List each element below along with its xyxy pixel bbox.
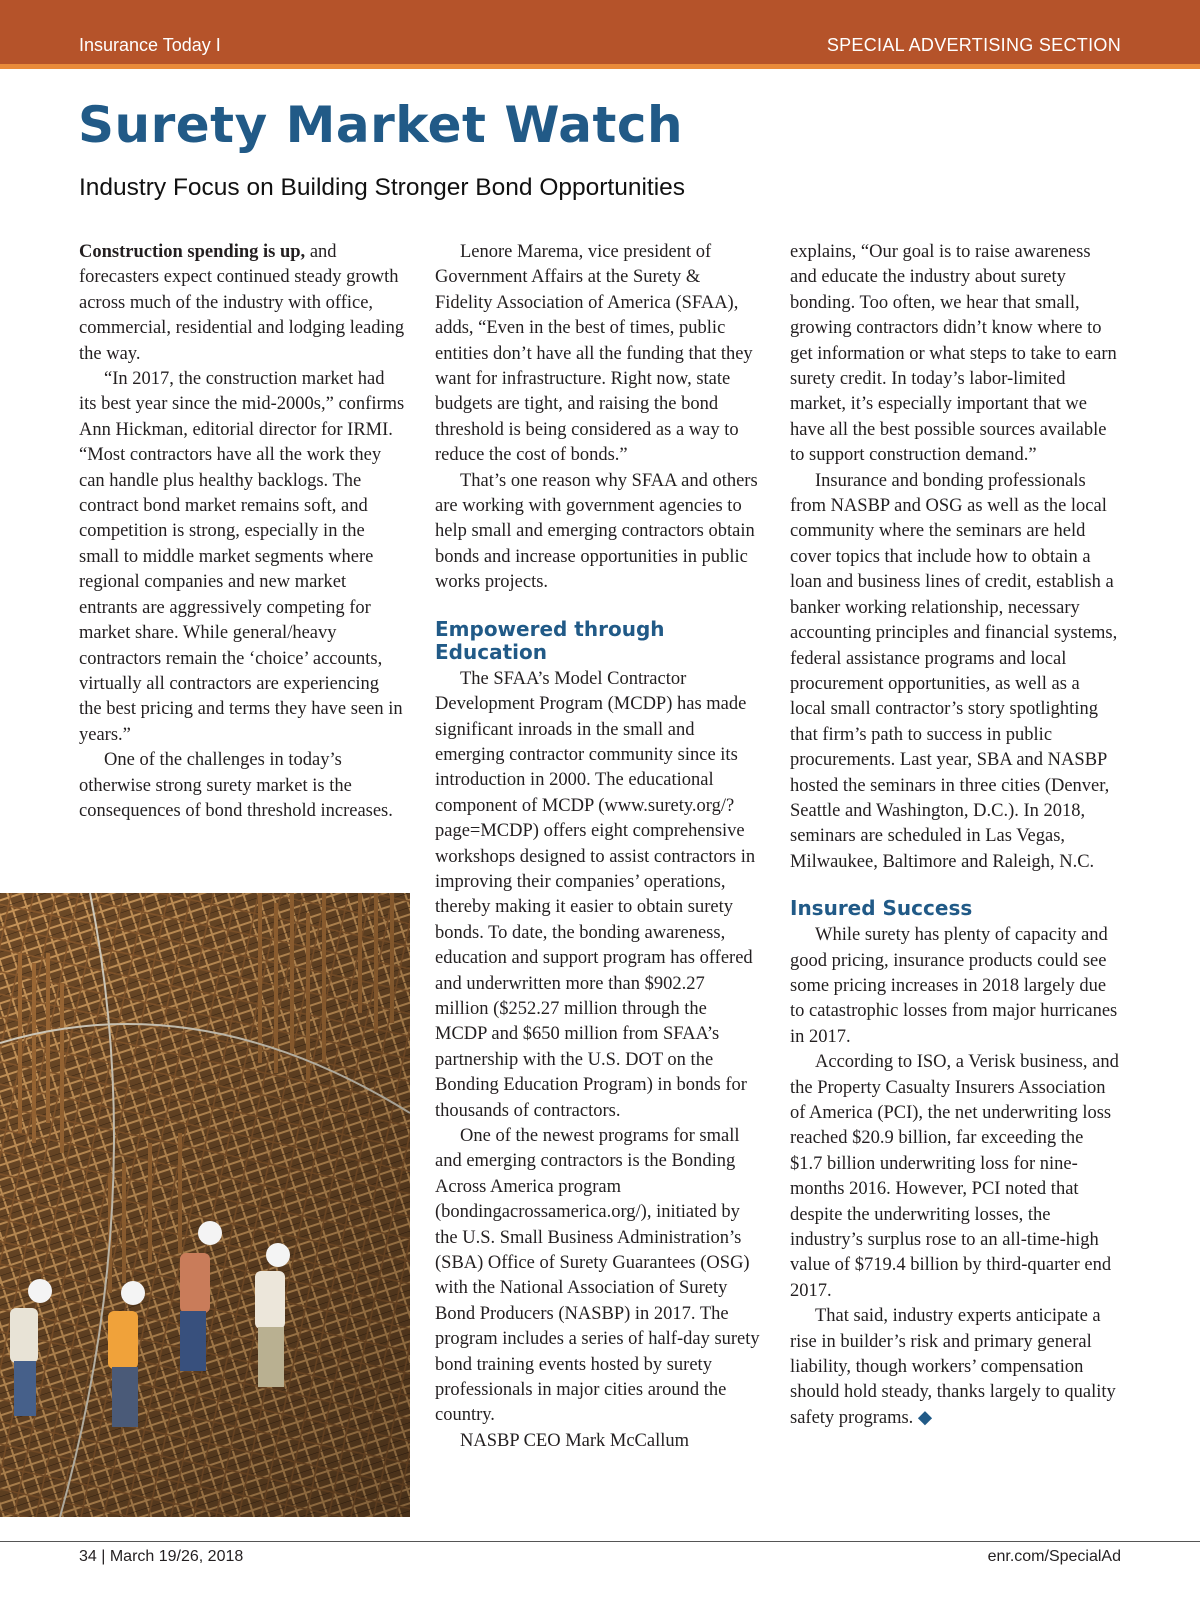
article-subtitle: Industry Focus on Building Stronger Bond Opportunities — [79, 174, 686, 201]
paragraph-text: That said, industry experts anticipate a rise in builder’s risk and primary general liability, though workers’ compensation should hold steady, thanks largely to quality safety programs. — [790, 1306, 1116, 1428]
paragraph: The SFAA’s Model Contractor Development Program (MCDP) has made significant inroads in the small and emerging contractor community since its introduction in 2000. The educational component of MCDP (www.surety.org/?page=MCDP) offers eight comprehensive workshops designed to assist contractors in improving their companies’ operations, thereby making it easier to obtain surety bonds. To date, the bonding awareness, education and support program has offered and underwritten more than $902.27 million ($252.27 million through the MCDP and $650 million from SFAA’s partnership with the U.S. DOT on the Bonding Education Program) in bonds for thousands of contractors. — [435, 668, 756, 1121]
paragraph: That’s one reason why SFAA and others are working with government agencies to help small and emerging contractors obtain bonds and increase opportunities in public works projects. — [435, 470, 758, 593]
publication-name: Insurance Today I — [79, 35, 221, 55]
footer-rule — [0, 1541, 1200, 1542]
paragraph: explains, “Our goal is to raise awareness and educate the industry about surety bonding. Too often, we hear that small, growing contractors didn’t know where to get information or what steps to take to earn surety credit. In today’s labor-limited market, it’s especially important that we have all the best possible sources available to support construction demand.” — [790, 242, 1117, 466]
photo-shade — [0, 893, 410, 1517]
header-accent-line — [0, 64, 1200, 69]
paragraph: “In 2017, the construction market had its best year since the mid-2000s,” confirms Ann Hickman, editorial director for IRMI. “Most contractors have all the work they can handle plus healthy backlogs. The contract bond market remains soft, and competition is strong, especially in the small to middle market segments where regional companies and new market entrants are aggressively competing for market share. While general/heavy contractors remain the ‘choice’ accounts, virtually all contractors are experiencing the best pricing and terms they have seen in years.” — [79, 369, 405, 745]
column-1 — [79, 240, 405, 824]
construction-photo — [0, 893, 410, 1517]
paragraph: One of the challenges in today’s otherwise strong surety market is the consequences of bond threshold increases. — [79, 750, 393, 821]
column-2 — [435, 240, 761, 1454]
paragraph: NASBP CEO Mark McCallum — [460, 1430, 690, 1451]
column-3 — [790, 240, 1120, 1431]
paragraph: While surety has plenty of capacity and good pricing, insurance products could see some pricing increases in 2018 largely due to catastrophic losses from major hurricanes in 2017. — [790, 925, 1118, 1047]
paragraph: Lenore Marema, vice president of Government Affairs at the Surety & Fidelity Association of America (SFAA), adds, “Even in the best of times, public entities don’t have all the funding that they want for infrastructure. Right now, state budgets are tight, and raising the bond threshold is being considered as a way to reduce the cost of bonds.” — [435, 242, 753, 466]
end-mark-icon: ◆ — [917, 1407, 933, 1428]
section-label: SPECIAL ADVERTISING SECTION — [826, 35, 1121, 55]
paragraph — [79, 240, 405, 367]
paragraph: One of the newest programs for small and emerging contractors is the Bonding Across America program (bondingacrossamerica.org/), initiated by the U.S. Small Business Administration’s (SBA) Office of Surety Guarantees (OSG) with the National Association of Surety Bond Producers (NASBP) in 2017. The program includes a series of half-day surety bond training events hosted by surety professionals in major cities around the country. — [435, 1126, 760, 1426]
subhead-insured-success: Insured Success — [790, 896, 973, 921]
paragraph-text: and forecasters expect continued steady growth across much of the industry with office, commercial, residential and lodging leading the way. — [79, 242, 405, 364]
paragraph — [790, 1304, 1120, 1431]
subhead-empowered: Empowered through Education — [435, 616, 665, 664]
page-folio: 34 | March 19/26, 2018 — [79, 1548, 244, 1565]
rebar-workers-illustration — [0, 893, 410, 1517]
paragraph: Insurance and bonding professionals from NASBP and OSG as well as the local community where the seminars are held cover topics that include how to obtain a loan and business lines of credit, establish a banker working relationship, necessary accounting principles and financial systems, federal assistance programs and local procurement opportunities, as well as a local small contractor’s story spotlighting that firm’s path to success in public procurements. Last year, SBA and NASBP hosted the seminars in three cities (Denver, Seattle and Washington, D.C.). In 2018, seminars are scheduled in Las Vegas, Milwaukee, Baltimore and Raleigh, N.C. — [790, 470, 1118, 872]
article-title: Surety Market Watch — [78, 96, 684, 154]
site-url: enr.com/SpecialAd — [987, 1548, 1121, 1565]
paragraph: According to ISO, a Verisk business, and the Property Casualty Insurers Association of America (PCI), the net underwriting loss reached $20.9 billion, far exceeding the $1.7 billion underwriting loss for nine-months 2016. However, PCI noted that despite the underwriting losses, the industry’s surplus rose to an all-time-high value of $719.4 billion by third-quarter end 2017. — [790, 1052, 1119, 1301]
lead-in: Construction spending is up, — [79, 242, 306, 262]
